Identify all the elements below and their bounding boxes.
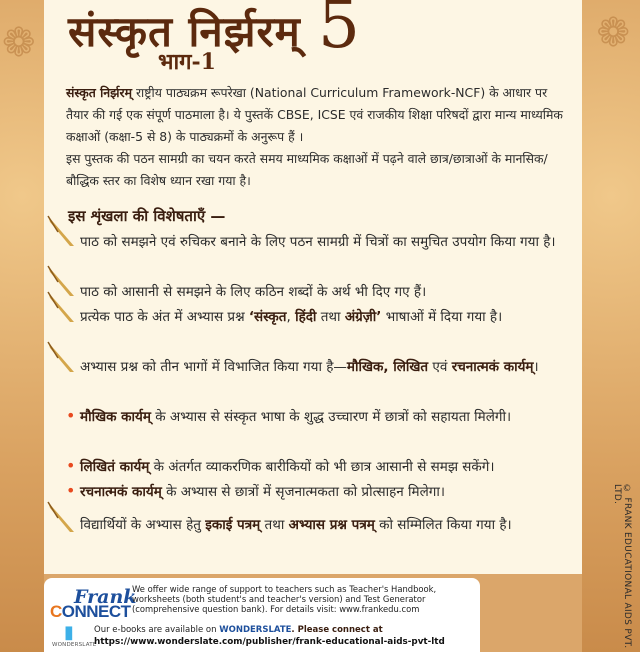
intro-paragraph [66,82,572,148]
left-decorative-border [0,0,44,652]
book-icon: ▮ [64,622,74,643]
quill-icon [46,500,76,534]
quill-icon [46,340,76,374]
intro-bold-lead: संस्कृत निर्झरम् [66,85,133,100]
bullet-dot: • [66,481,76,500]
quill-icon [46,290,76,324]
feature-item: प्रत्येक पाठ के अंत में अभ्यास प्रश्न ‘संस्कृत, हिंदी तथा अंग्रेज़ी’ भाषाओं में दिया गया है। [80,309,503,325]
feature-item: पाठ को समझने एवं रुचिकर बनाने के लिए पठन सामग्री में चित्रों का समुचित उपयोग किया गया है। [80,234,556,250]
bullet-dot: • [66,406,76,425]
book-number: 5 [318,0,360,63]
sub-feature-item: रचनात्मकं कार्यम् के अभ्यास से छात्रों में सृजनात्मकता को प्रोत्साहन मिलेगा। [80,484,445,500]
ornament-icon: ❁ [596,10,630,56]
feature-item: विद्यार्थियों के अभ्यास हेतु इकाई पत्रम् तथा अभ्यास प्रश्न पत्रम् को सम्मिलित किया गया है। [80,517,512,533]
support-text: We offer wide range of support to teachers such as Teacher's Handbook, worksheets (both student's and teacher's version) and Test Generator (comprehensive question bank). For details visit: www.frankedu.com [132,584,437,614]
copyright-credit: © FRANK EDUCATIONAL AIDS PVT. LTD. [612,484,632,649]
intro-paragraph-2: इस पुस्तक की पठन सामग्री का चयन करते समय माध्यमिक कक्षाओं में पढ़ने वाले छात्र/छात्राओं के मानसिक/बौद्धिक स्तर का विशेष ध्यान रखा गया है। [66,151,548,188]
publisher-url-link[interactable]: https://www.wonderslate.com/publisher/frank-educational-aids-pvt-ltd [94,637,445,647]
feature-item: पाठ को आसानी से समझने के लिए कठिन शब्दों के अर्थ भी दिए गए हैं। [80,284,427,300]
book-part: भाग-1 [158,49,216,75]
frank-connect-logo: Frank CONNECT [50,586,137,621]
promo-box [44,578,480,652]
quill-icon [46,214,76,248]
ornament-icon: ❁ [2,20,36,66]
intro-text: राष्ट्रीय पाठ्यक्रम रूपरेखा (National Curriculum Framework-NCF) के आधार पर तैयार की गई एक संपूर्ण पाठमाला है। ये पुस्तकें CBSE, ICSE एवं राजकीय शिक्षा परिषदों द्वारा मान्य माध्यमिक कक्षाओं (कक्षा-5 से 8) के पाठ्यक्रमों के अनुरूप हैं । [66,85,563,144]
features-heading: इस शृंखला की विशेषताएँ — [68,207,226,225]
book-title: संस्कृत निर्झरम् [68,7,301,56]
bullet-dot: • [66,456,76,475]
sub-feature-item: मौखिक कार्यम् के अभ्यास से संस्कृत भाषा के शुद्ध उच्चारण में छात्रों को सहायता मिलेगी। [80,409,512,425]
feature-item: अभ्यास प्रश्न को तीन भागों में विभाजित किया गया है—मौखिक, लिखित एवं रचनात्मकं कार्यम्। [80,359,539,375]
wonderslate-logo: ▮ WONDERSLATE [52,622,97,648]
ebook-text: Our e-books are available on WONDERSLATE. Please connect at [94,625,383,635]
sub-feature-item: लिखितं कार्यम् के अंतर्गत व्याकरणिक बारीकियों को भी छात्र आसानी से समझ सकेंगे। [80,459,495,475]
